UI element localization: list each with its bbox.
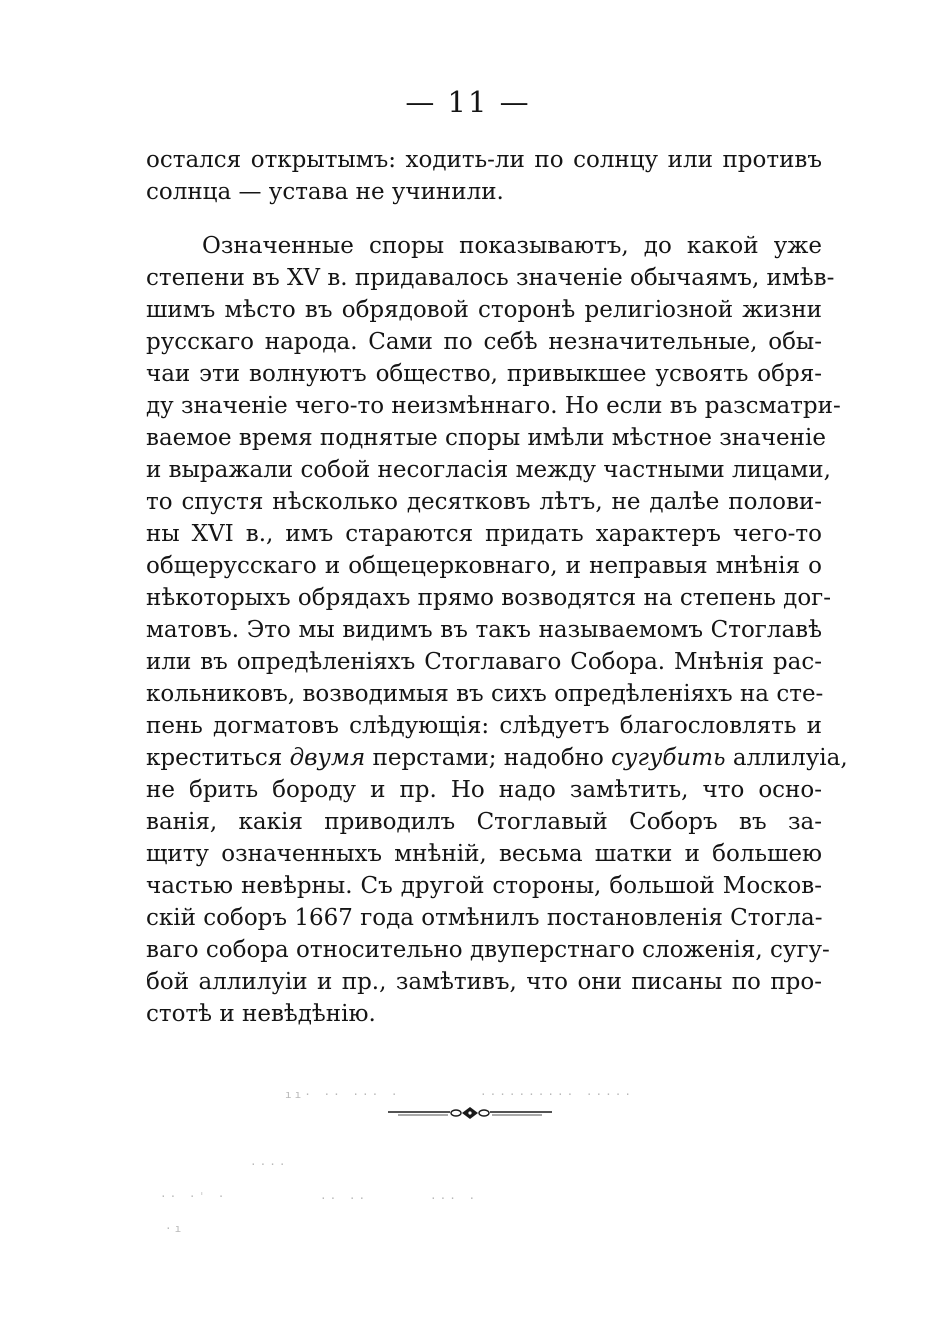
italic-term: двумя: [289, 745, 366, 771]
scan-speck: ıı· ·· ··· ·: [285, 1088, 401, 1101]
text-line: остался открытымъ: ходить-ли по солнцу или противъ: [146, 147, 822, 173]
text-line: скій соборъ 1667 года отмѣнилъ постановленія Стогла-: [146, 905, 823, 931]
text-line: ны XVI в., имъ стараются придать характеръ чего-то: [146, 521, 822, 547]
text-line: креститься двумя перстами; надобно сугубить аллилуіа,: [146, 745, 848, 771]
text-line: не брить бороду и пр. Но надо замѣтить, что осно-: [146, 777, 822, 803]
text-line: нѣкоторыхъ обрядахъ прямо возводятся на степень дог-: [146, 585, 832, 611]
fleuron-rule-icon: [388, 1101, 552, 1127]
text-line: то спустя нѣсколько десятковъ лѣтъ, не далѣе полови-: [146, 489, 822, 515]
scan-speck: ·········· ·····: [480, 1088, 634, 1101]
text-line: кольниковъ, возводимыя въ сихъ опредѣленіяхъ на сте-: [146, 681, 824, 707]
italic-term: сугубить: [611, 745, 726, 771]
scan-speck: ·· ·ˈ ·: [160, 1190, 228, 1203]
text-line: ваемое время поднятые споры имѣли мѣстное значеніе: [146, 425, 826, 451]
text-line: общерусскаго и общецерковнаго, и неправыя мнѣнія о: [146, 553, 822, 579]
text-line: матовъ. Это мы видимъ въ такъ называемомъ Стоглавѣ: [146, 617, 822, 643]
text-line: и выражали собой несогласія между частными лицами,: [146, 457, 831, 483]
text-line: Означенные споры показываютъ, до какой уже: [202, 233, 822, 259]
scan-speck: ····: [250, 1158, 289, 1171]
text-line: ваго собора относительно двуперстнаго сложенія, сугу-: [146, 937, 830, 963]
text-line: пень догматовъ слѣдующія: слѣдуетъ благословлять и: [146, 713, 822, 739]
text-line: бой аллилуіи и пр., замѣтивъ, что они писаны по про-: [146, 969, 822, 995]
scan-speck: ··· ·: [430, 1192, 479, 1205]
scan-speck: ·· ··: [320, 1192, 369, 1205]
text-line: щиту означенныхъ мнѣній, весьма шатки и большею: [146, 841, 822, 867]
text-line: шимъ мѣсто въ обрядовой сторонѣ религіозной жизни: [146, 297, 822, 323]
scan-speck: ·ı: [165, 1222, 185, 1235]
paragraph: [146, 230, 848, 1030]
paragraph: [146, 144, 822, 208]
text-line: стотѣ и невѣдѣнію.: [146, 1001, 376, 1027]
text-line: русскаго народа. Сами по себѣ незначительные, обы-: [146, 329, 822, 355]
text-line: ванія, какія приводилъ Стоглавый Соборъ въ за-: [146, 809, 822, 835]
text-line: солнца — устава не учинили.: [146, 179, 504, 205]
text-line: частью невѣрны. Съ другой стороны, большой Москов-: [146, 873, 822, 899]
text-line: степени въ XV в. придавалось значеніе обычаямъ, имѣв-: [146, 265, 835, 291]
text-line: чаи эти волнуютъ общество, привыкшее усвоять обря-: [146, 361, 822, 387]
text-line: или въ опредѣленіяхъ Стоглаваго Собора. Мнѣнія рас-: [146, 649, 822, 675]
text-line: ду значеніе чего-то неизмѣннаго. Но если въ разсматри-: [146, 393, 841, 419]
page-number: — 11 —: [405, 85, 531, 119]
body-text: [146, 144, 848, 1030]
